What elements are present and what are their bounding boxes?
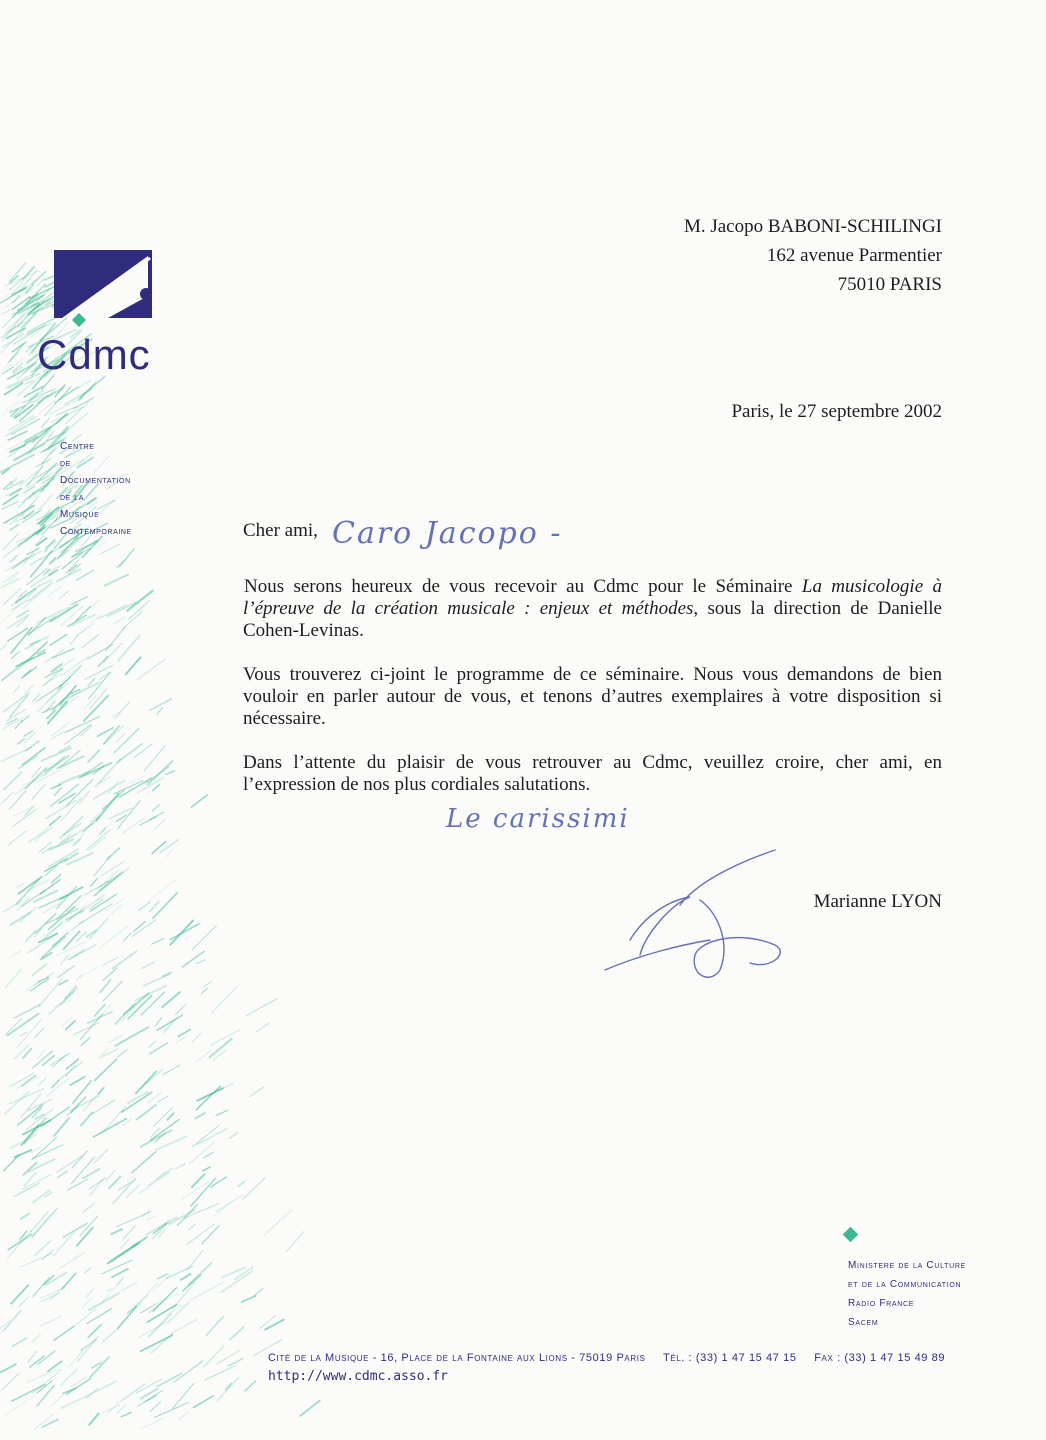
paragraph-1	[243, 576, 942, 642]
recipient-name: M. Jacopo BABONI-SCHILINGI	[683, 216, 942, 237]
footer-contact	[268, 1352, 959, 1364]
diamond-icon	[843, 1227, 859, 1243]
organization-name	[60, 438, 132, 540]
partner-line: Radio France	[848, 1298, 915, 1309]
footer-address: Cité de la Musique - 16, Place de la Fontaine aux Lions - 75019 Paris	[268, 1352, 646, 1364]
salutation: Cher ami,	[243, 520, 318, 541]
footer-tel: Tél. : (33) 1 47 15 47 15	[662, 1352, 797, 1364]
handwritten-greeting: Caro Jacopo -	[332, 516, 563, 551]
paragraph-3: Dans l’attente du plaisir de vous retrouver au Cdmc, veuillez croire, cher ami, en l’expression de nos plus cordiales salutations.	[243, 752, 942, 795]
logo-wordmark: Cdmc	[37, 331, 151, 378]
org-line: Documentation	[60, 475, 131, 486]
org-line: de la	[60, 492, 85, 503]
paragraph-2: Vous trouverez ci-joint le programme de ce séminaire. Nous vous demandons de bien vouloir en parler autour de vous, et tenons d’autres exemplaires à votre disposition si nécessaire.	[243, 664, 942, 729]
signer-name: Marianne LYON	[813, 891, 942, 912]
partner-line: et de la Communication	[848, 1279, 962, 1290]
org-line: Centre	[60, 441, 95, 452]
recipient-city: 75010 PARIS	[837, 274, 942, 295]
recipient-address	[684, 212, 942, 299]
org-line: Contemporaine	[60, 526, 132, 537]
signature	[600, 845, 800, 995]
letter-date: Paris, le 27 septembre 2002	[731, 401, 942, 422]
org-line: de	[60, 458, 71, 469]
recipient-street: 162 avenue Parmentier	[766, 245, 942, 266]
org-line: Musique	[60, 509, 100, 520]
partners-list	[848, 1256, 966, 1332]
letter-body	[243, 576, 942, 818]
handwritten-closing: Le carissimi	[446, 804, 630, 834]
footer-url[interactable]: http://www.cdmc.asso.fr	[268, 1369, 449, 1384]
seminar-title: La musicologie à l’épreuve de la création musicale : enjeux et méthodes	[243, 576, 942, 619]
footer-fax: Fax : (33) 1 47 15 49 89	[814, 1352, 946, 1364]
p1-text-end: , sous la direction de Danielle Cohen-Levinas.	[243, 598, 942, 641]
partner-line: Ministere de la Culture	[848, 1260, 967, 1271]
p1-text-start: Nous serons heureux de vous recevoir au Cdmc pour le Séminaire	[244, 576, 802, 597]
partner-line: Sacem	[848, 1317, 879, 1328]
